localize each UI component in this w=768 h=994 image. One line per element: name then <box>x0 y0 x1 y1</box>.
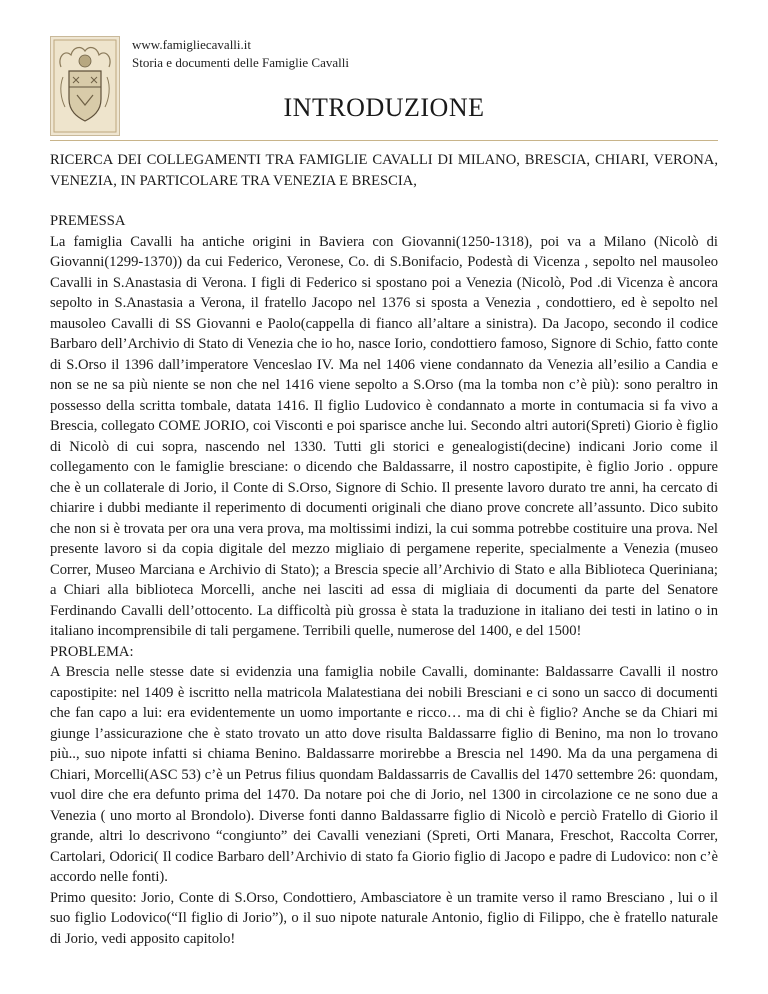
site-url: www.famigliecavalli.it <box>132 37 252 52</box>
site-subtitle: Storia e documenti delle Famiglie Cavalli <box>132 55 349 70</box>
page-title: INTRODUZIONE <box>283 93 485 122</box>
title-divider <box>50 140 718 141</box>
quesito-paragraph: Primo quesito: Jorio, Conte di S.Orso, Condottiero, Ambasciatore è un tramite verso il ramo Bresciano , lui o il suo figlio Lodovico(“Il figlio di Jorio”), o il suo nipote naturale Antonio, figlio di Filippo, che è fratello naturale di Jorio, vedi apposito capitolo! <box>50 889 718 947</box>
problema-paragraph: A Brescia nelle stesse date si evidenzia una famiglia nobile Cavalli, dominante: Baldassarre Cavalli il nostro capostipite: nel 1409 è iscritto nella matricola Malatestiana dei nobili Bresciani e ci sono un sacco di documenti che fan capo a lui: era evidentemente un uomo importante e ricco… ma di chi è figlio? Anche se da Chiari mi giunge l’assicurazione che è stato trovato un atto dove risulta Baldassarre figlio di Benino, ma non lo trovano più.., suo nipote infatti si chiama Benino. Baldassarre morirebbe a Brescia nel 1490. Ma da una pergamena di Chiari, Morcelli(ASC 53) c’è un Petrus filius quondam Baldassarris de Cavallis del 1470 settembre 26: quondam, vuol dire che era defunto prima del 1470. Da notare poi che di Jorio, nel 1300 in circolazione ce ne sono due a Venezia ( uno morto al Brondolo). Diverse fonti danno Baldassarre figlio di Nicolò e perciò Fratello di Giorio il grande, altri lo descrivono “congiunto” dei Cavalli veneziani (Spreti, Orti Manara, Freschot, Raccolta Correr, Cartolari, Odorici( Il codice Barbaro dell’Archivio di stato fa Giorio figlio di Jacopo e padre di Ludovico: non c’è accordo nelle fonti). <box>50 664 718 885</box>
site-header <box>132 36 349 72</box>
premessa-paragraph: La famiglia Cavalli ha antiche origini in Baviera con Giovanni(1250-1318), poi va a Milano (Nicolò di Giovanni(1299-1370)) da cui Federico, Veronese, Co. di S.Bonifacio, Podestà di Vicenza , sepolto nel mausoleo Cavalli in S.Anastasia di Verona. I figli di Federico si spostano poi a Venezia (Nicolò, Pod .di Vicenza è ancora sepolto in S.Anastasia a Verona, il fratello Jacopo nel 1376 si sposta a Venezia , condottiero, ed è sepolto nel mausoleo Cavalli di SS Giovanni e Paolo(cappella di fianco all’altare a sinistra). Da Jacopo, secondo il codice Barbaro dell’Archivio di Stato di Venezia che io ho, nasce Iorio, condottiero famoso, Signore di Schio, fatto conte di S.Orso il 1396 dall’imperatore Venceslao IV. Ma nel 1406 viene condannato da Venezia all’esilio a Candia e non se ne sa più niente se non che nel 1416 viene sepolto a S.Orso (ma la tomba non c’è più): sono peraltro in possesso della scritta tombale, datata 1416. Il figlio Ludovico è condannato a morte in contumacia si fa vivo a Brescia, collegato COME JORIO, coi Visconti e poi sparisce anche lui. Secondo altri autori(Spreti) Giorio è figlio di Nicolò di cui sopra, nascendo nel 1330. Tutti gli storici e genealogisti(decine) indicani Jorio come il collegamento con le famiglie bresciane: o dicendo che Baldassarre, il nostro capostipite, è figlio Jorio . oppure che è un collaterale di Jorio, il Conte di S.Orso, Signore di Schio. Il presente lavoro durato tre anni, ha cercato di chiarire i dubbi mediante il reperimento di documenti originali che diano prove concrete all’assunto. Dico subito che non si è trovata per ora una vera prova, ma moltissimi indizi, la cui somma potrebbe costituire una prova. Nel presente lavoro si da copia digitale del mezzo migliaio di pergamene reperite, specialmente a Venezia (museo Correr, Museo Marciana e Archivio di Stato); a Brescia specie all’Archivio di Stato e alla Biblioteca Queriniana; a Chiari alla biblioteca Morcelli, anche nei lasciti ad essa di migliaia di documenti da parte del Senatore Ferdinando Cavalli dell’ottocento. La difficoltà più grossa è stata la traduzione in italiano dei testi in latino o in italiano incomprensibile di tali pergamene. Terribili quelle, numerose del 1400, e del 1500! <box>50 233 718 639</box>
problema-label: PROBLEMA: <box>50 643 134 660</box>
spacer <box>50 191 718 211</box>
document-body <box>50 150 718 949</box>
premessa-label: PREMESSA <box>50 213 126 229</box>
section-heading: RICERCA DEI COLLEGAMENTI TRA FAMIGLIE CAVALLI DI MILANO, BRESCIA, CHIARI, VERONA, VENEZIA, IN PARTICOLARE TRA VENEZIA E BRESCIA, <box>50 152 718 189</box>
